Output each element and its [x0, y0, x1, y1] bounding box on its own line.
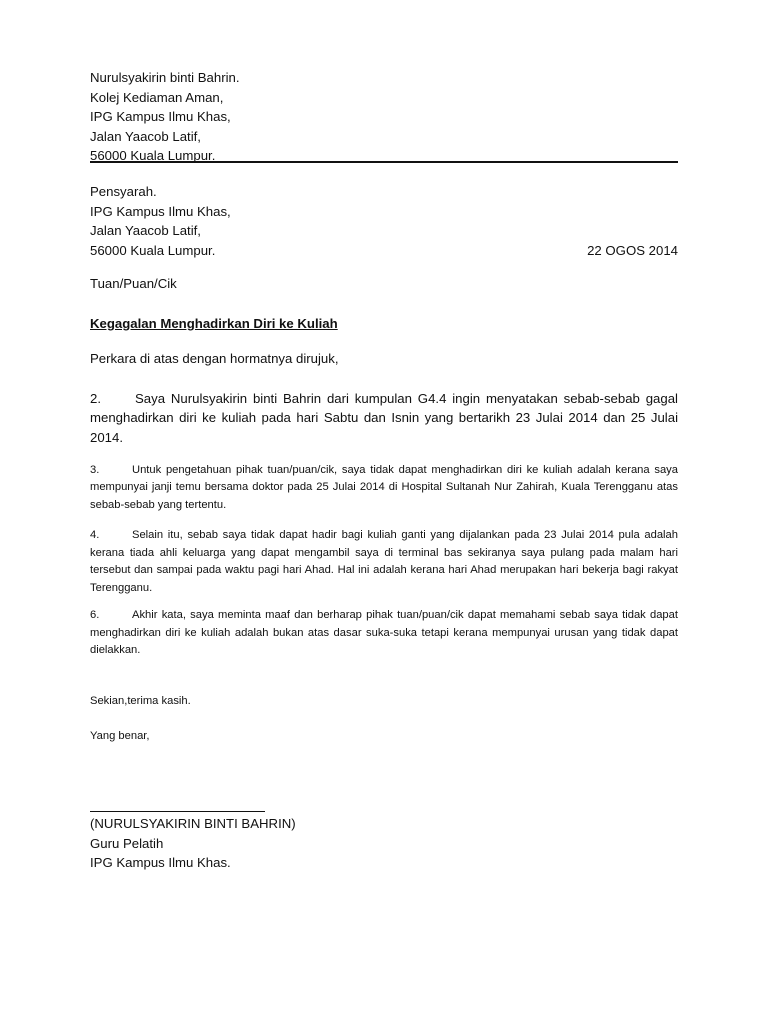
sender-line: Jalan Yaacob Latif,: [90, 128, 201, 144]
sender-line: IPG Kampus Ilmu Khas,: [90, 109, 231, 125]
sender-name: Nurulsyakirin binti Bahrin.: [90, 70, 240, 85]
recipient-line: IPG Kampus Ilmu Khas,: [90, 203, 231, 219]
recipient-line: Pensyarah.: [90, 184, 157, 199]
paragraph-6: [90, 607, 678, 660]
recipient-line: Jalan Yaacob Latif,: [90, 223, 201, 239]
sign-off: Yang benar,: [90, 730, 150, 742]
paragraph-number: 6.: [90, 609, 100, 621]
signatory-title: Guru Pelatih: [90, 835, 164, 851]
paragraph-4: [90, 527, 678, 597]
letter-subject: Kegagalan Menghadirkan Diri ke Kuliah: [90, 316, 338, 331]
paragraph-number: 4.: [90, 529, 100, 541]
recipient-address: [90, 182, 678, 260]
paragraph-text: Akhir kata, saya meminta maaf dan berharap pihak tuan/puan/cik dapat memahami sebab saya tidak dapat menghadirkan diri ke kuliah adalah bukan atas dasar suka-suka tetapi kerana mempunyai urusan yang tidak dapat dielakkan.: [90, 609, 678, 657]
paragraph-text: Saya Nurulsyakirin binti Bahrin dari kumpulan G4.4 ingin menyatakan sebab-sebab gagal menghadirkan diri ke kuliah pada hari Sabtu dan Isnin yang bertarikh 23 Julai 2014 dan 25 Julai 2014.: [90, 391, 678, 445]
paragraph-text: Untuk pengetahuan pihak tuan/puan/cik, saya tidak dapat menghadirkan diri ke kuliah adalah kerana saya mempunyai janji temu bersama doktor pada 25 Julai 2014 di Hospital Sultanah Nur Zahirah, Kuala Terengganu atas sebab-sebab yang tertentu.: [90, 464, 678, 511]
salutation: Tuan/Puan/Cik: [90, 276, 177, 291]
paragraph-text: Selain itu, sebab saya tidak dapat hadir bagi kuliah ganti yang dijalankan pada 23 Julai 2014 pula adalah kerana tiada ahli keluarga yang dapat mengambil saya di terminal bas sekiranya saya pulang pada malam hari tersebut dan sampai pada waktu pagi hari Ahad. Hal ini adalah kerana hari Ahad merupakan hari bekerja bagi rakyat Terengganu.: [90, 529, 678, 594]
signature-line: [90, 811, 265, 812]
signatory-institution: IPG Kampus Ilmu Khas.: [90, 855, 231, 871]
signatory: [90, 814, 296, 873]
reference-line: Perkara di atas dengan hormatnya dirujuk,: [90, 351, 339, 366]
sender-line: 56000 Kuala Lumpur.: [90, 148, 216, 164]
sender-line: Kolej Kediaman Aman,: [90, 89, 224, 105]
signatory-name: (NURULSYAKIRIN BINTI BAHRIN): [90, 816, 296, 831]
closing-line: Sekian,terima kasih.: [90, 695, 191, 707]
paragraph-3: [90, 462, 678, 514]
recipient-line: 56000 Kuala Lumpur.: [90, 242, 216, 258]
paragraph-number: 3.: [90, 464, 100, 476]
header-divider: [90, 161, 678, 163]
paragraph-number: 2.: [90, 391, 101, 406]
sender-address: [90, 68, 240, 166]
paragraph-2: [90, 389, 678, 447]
letter-date: 22 OGOS 2014: [587, 242, 678, 258]
